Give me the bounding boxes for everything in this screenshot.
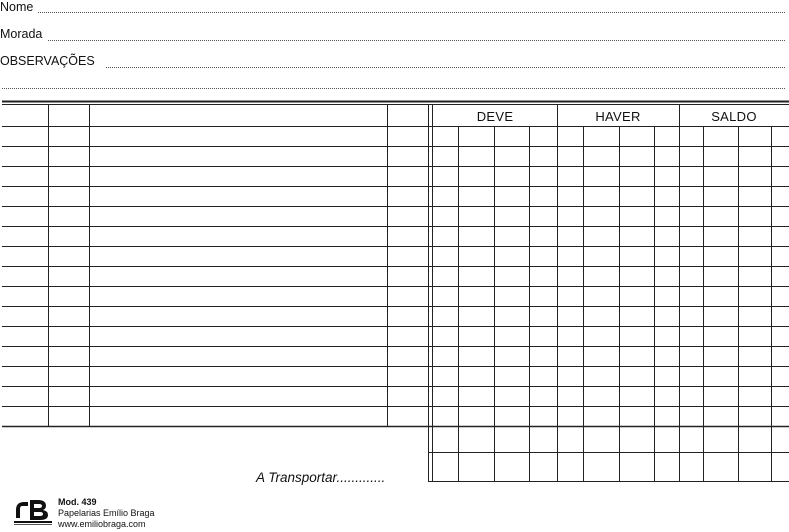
morada-label: Morada <box>0 27 43 41</box>
observacoes-label: OBSERVAÇÕES <box>0 54 95 68</box>
model-number: Mod. 439 <box>58 497 97 507</box>
deve-header: DEVE <box>476 109 514 124</box>
company-website: www.emiliobraga.com <box>58 519 146 529</box>
company-name: Papelarias Emílio Braga <box>58 508 155 518</box>
saldo-header: SALDO <box>711 109 757 124</box>
company-logo <box>12 496 54 531</box>
transport-label: A Transportar............. <box>256 470 386 485</box>
haver-header: HAVER <box>595 109 641 124</box>
footer-info <box>58 497 155 530</box>
nome-label: Nome <box>0 0 34 14</box>
